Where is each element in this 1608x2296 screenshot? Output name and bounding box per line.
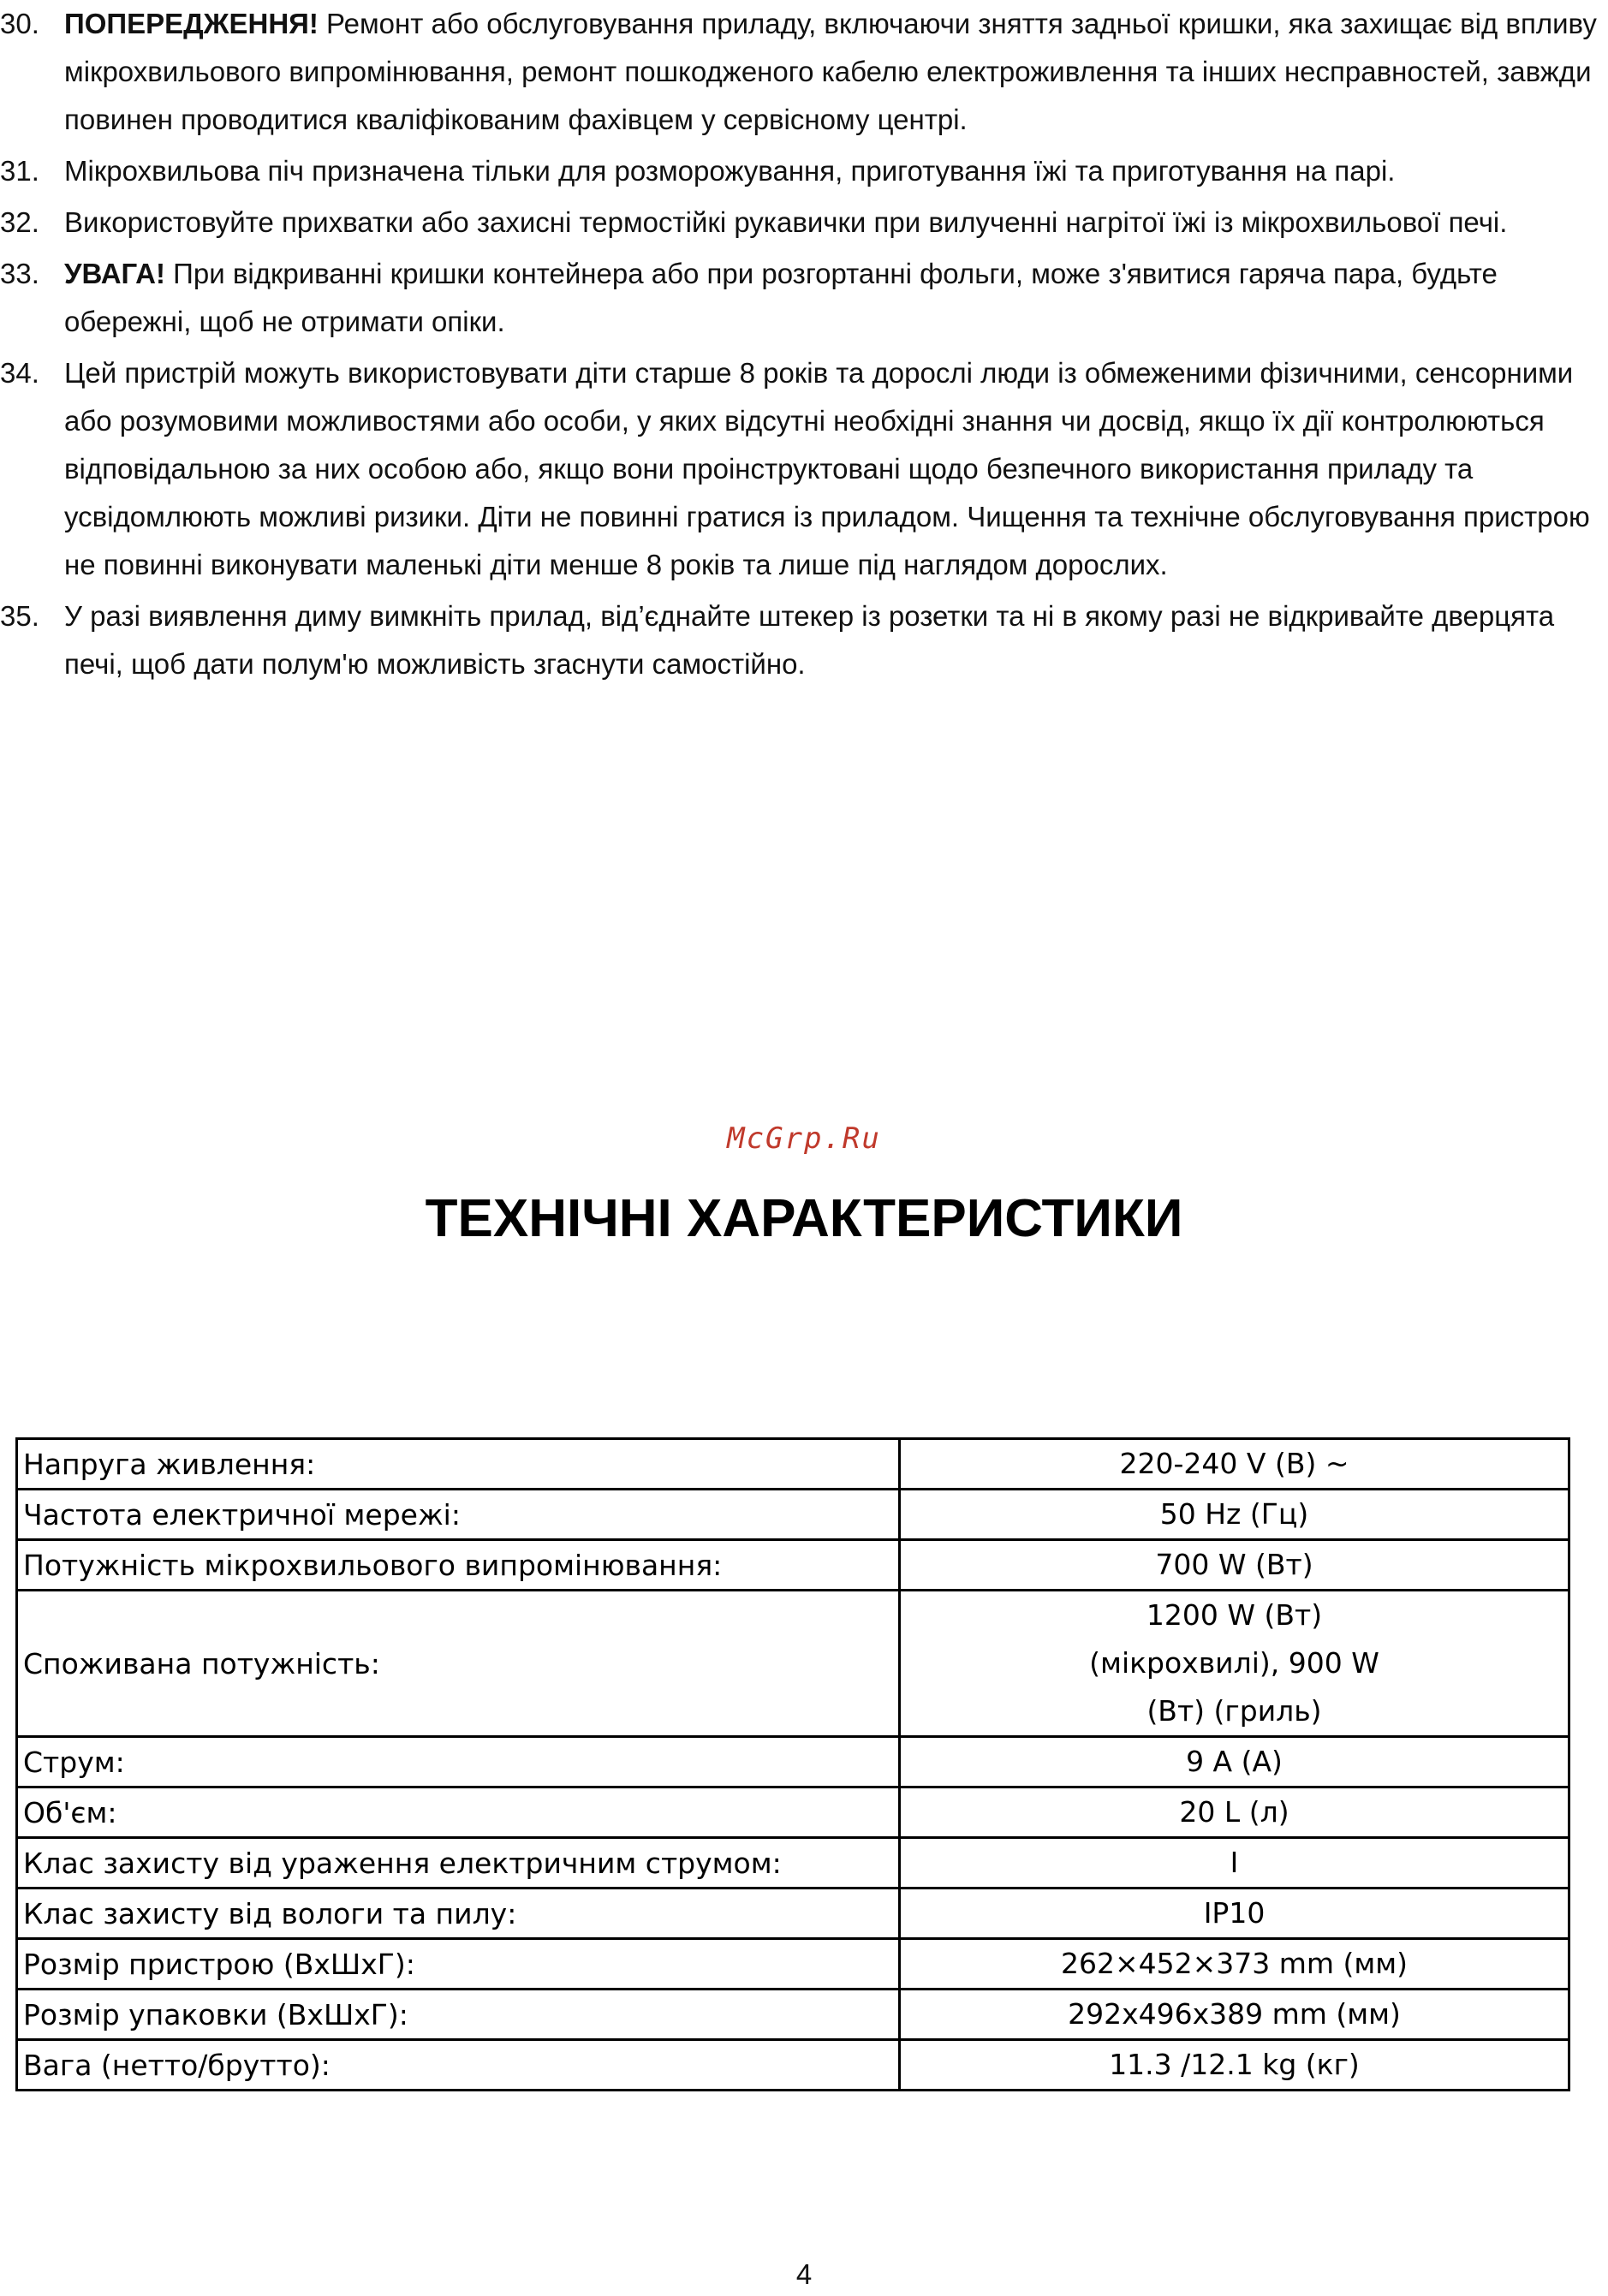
spec-value: IP10 [900, 1889, 1569, 1939]
spec-label: Частота електричної мережі: [17, 1490, 900, 1540]
spec-label: Розмір упаковки (ВхШхГ): [17, 1990, 900, 2040]
item-number: 31. [0, 155, 39, 187]
table-row [17, 1737, 1569, 1787]
item-text: Цей пристрій можуть використовувати діти старше 8 років та дорослі люди із обмеженими фізичними, сенсорними або розумовими можливостями або особи, у яких відсутні необхідні знання чи досвід, якщо їх дії контролюються відповідальною за них особою або, якщо вони проінструктовані щодо безпечного використання приладу та усвідомлюють можливі ризики. Діти не повинні гратися із приладом. Чищення та технічне обслуговування пристрою не повинні виконувати маленькі діти менше 8 років та лише під наглядом дорослих. [64, 357, 1590, 580]
item-text: Ремонт або обслуговування приладу, включаючи зняття задньої кришки, яка захищає від впливу мікрохвильового випромінювання, ремонт пошкодженого кабелю електроживлення та інших несправностей, завжди повинен проводитися кваліфікованим фахівцем у сервісному центрі. [64, 8, 1597, 135]
attention-label: УВАГА! [64, 258, 165, 289]
specs-table [15, 1437, 1570, 2091]
list-item [0, 0, 1605, 144]
item-text: Мікрохвильова піч призначена тільки для розморожування, приготування їжі та приготування на парі. [64, 155, 1396, 187]
spec-value: 20 L (л) [900, 1787, 1569, 1838]
item-number: 30. [0, 8, 39, 39]
item-number: 33. [0, 258, 39, 289]
item-text: При відкриванні кришки контейнера або при розгортанні фольги, може з'явитися гаряча пара, будьте обережні, щоб не отримати опіки. [64, 258, 1498, 337]
list-item [0, 199, 1605, 247]
list-item [0, 349, 1605, 589]
instructions-list [0, 0, 1608, 692]
table-row [17, 1439, 1569, 1490]
item-number: 35. [0, 600, 39, 632]
spec-value [900, 1591, 1569, 1737]
item-text: У разі виявлення диму вимкніть прилад, від’єднайте штекер із розетки та ні в якому разі не відкривайте дверцята печі, щоб дати полум'ю можливість згаснути самостійно. [64, 600, 1555, 680]
watermark: McGrp.Ru [727, 1121, 881, 1156]
spec-value: 700 W (Вт) [900, 1540, 1569, 1591]
spec-value: 50 Hz (Гц) [900, 1490, 1569, 1540]
spec-value: 262×452×373 mm (мм) [900, 1939, 1569, 1990]
item-number: 32. [0, 206, 39, 238]
table-row [17, 1591, 1569, 1737]
spec-value-line: (Вт) (гриль) [1146, 1694, 1322, 1728]
table-row [17, 1787, 1569, 1838]
list-item [0, 250, 1605, 346]
warning-label: ПОПЕРЕДЖЕННЯ! [64, 8, 319, 39]
table-row [17, 1889, 1569, 1939]
page-number: 4 [795, 2258, 813, 2290]
item-text: Використовуйте прихватки або захисні термостійкі рукавички при вилученні нагрітої їжі із мікрохвильової печі. [64, 206, 1508, 238]
list-item [0, 592, 1605, 688]
table-row [17, 1540, 1569, 1591]
spec-label: Об'єм: [17, 1787, 900, 1838]
table-row [17, 1490, 1569, 1540]
table-row [17, 1990, 1569, 2040]
spec-value: 11.3 /12.1 kg (кг) [900, 2040, 1569, 2091]
spec-label: Струм: [17, 1737, 900, 1787]
spec-value: 9 A (А) [900, 1737, 1569, 1787]
spec-label: Вага (нетто/брутто): [17, 2040, 900, 2091]
spec-value-line: 1200 W (Вт) [1146, 1598, 1323, 1632]
table-row [17, 1838, 1569, 1889]
section-title: ТЕХНІЧНІ ХАРАКТЕРИСТИКИ [425, 1189, 1183, 1248]
spec-label: Клас захисту від вологи та пилу: [17, 1889, 900, 1939]
spec-label: Споживана потужність: [17, 1591, 900, 1737]
spec-value: 220-240 V (В) ~ [900, 1439, 1569, 1490]
spec-label: Потужність мікрохвильового випромінювання: [17, 1540, 900, 1591]
spec-value-line: (мікрохвилі), 900 W [1089, 1646, 1379, 1680]
spec-label: Розмір пристрою (ВхШхГ): [17, 1939, 900, 1990]
spec-value: 292x496x389 mm (мм) [900, 1990, 1569, 2040]
spec-value: I [900, 1838, 1569, 1889]
list-item [0, 147, 1605, 195]
table-row [17, 1939, 1569, 1990]
table-row [17, 2040, 1569, 2091]
spec-label: Клас захисту від ураження електричним струмом: [17, 1838, 900, 1889]
item-number: 34. [0, 357, 39, 389]
spec-label: Напруга живлення: [17, 1439, 900, 1490]
